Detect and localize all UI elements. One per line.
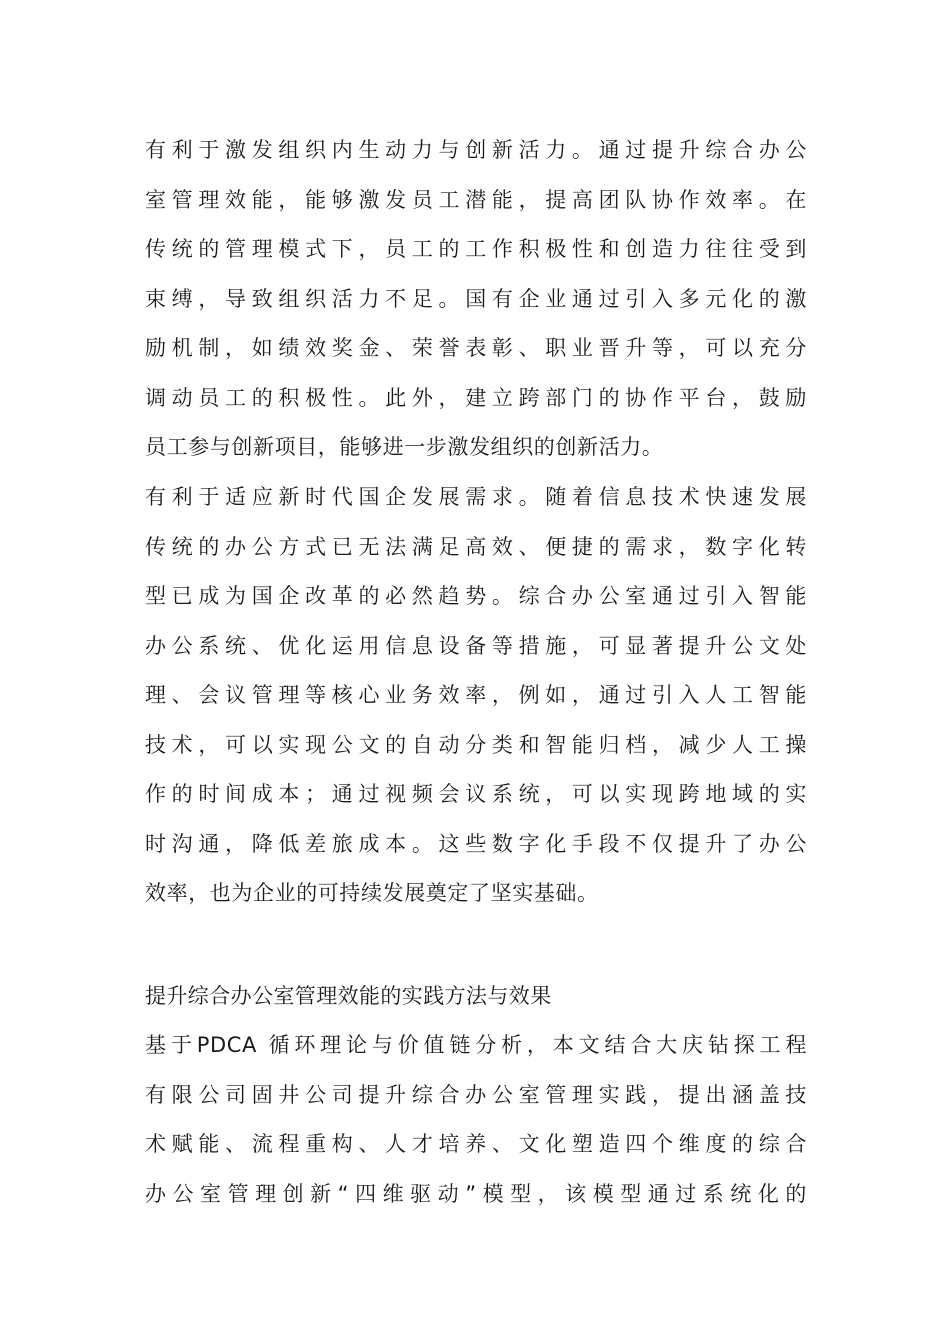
paragraph-line: 室管理效能，能够激发员工潜能，提高团队协作效率。在 [145,187,807,212]
paragraph-line: 办公系统、优化运用信息设备等措施，可显著提升公文处 [145,633,807,658]
paragraph-line: 型已成为国企改革的必然趋势。综合办公室通过引入智能 [145,584,807,608]
paragraph-new-era-needs [145,473,807,919]
paragraph-line: 时沟通，降低差旅成本。这些数字化手段不仅提升了办公 [145,831,807,856]
paragraph-line: 效率，也为企业的可持续发展奠定了坚实基础。 [145,881,599,905]
paragraph-line: 调动员工的积极性。此外，建立跨部门的协作平台，鼓励 [145,385,807,410]
paragraph-line: 束缚，导致组织活力不足。国有企业通过引入多元化的激 [145,286,807,311]
section-heading-text: 提升综合办公室管理效能的实践方法与效果 [145,984,552,1008]
paragraph-line: 基于PDCA 循环理论与价值链分析，本文结合大庆钻探工程 [145,1033,807,1057]
paragraph-line: 传统的办公方式已无法满足高效、便捷的需求，数字化转 [145,534,807,559]
paragraph-line: 办公室管理创新“四维驱动”模型，该模型通过系统化的 [145,1181,807,1206]
paragraph-line: 励机制，如绩效奖金、荣誉表彰、职业晋升等，可以充分 [145,336,807,360]
paragraph-line: 员工参与创新项目，能够进一步激发组织的创新活力。 [145,435,664,459]
paragraph-organizational-vitality [145,126,807,473]
paragraph-line: 有限公司固井公司提升综合办公室管理实践，提出涵盖技 [145,1082,807,1107]
paragraph-line: 术赋能、流程重构、人才培养、文化塑造四个维度的综合 [145,1132,807,1156]
paragraph-line: 传统的管理模式下，员工的工作积极性和创造力往往受到 [145,237,807,261]
paragraph-line: 作的时间成本；通过视频会议系统，可以实现跨地域的实 [145,782,807,806]
paragraph-line: 技术，可以实现公文的自动分类和智能归档，减少人工操 [145,732,807,757]
paragraph-line: 理、会议管理等核心业务效率，例如，通过引入人工智能 [145,683,807,707]
section-heading [145,972,807,1022]
paragraph-line: 有利于激发组织内生动力与创新活力。通过提升综合办公 [145,138,807,162]
paragraph-pdca-model [145,1021,807,1219]
paragraph-line: 有利于适应新时代国企发展需求。随着信息技术快速发展 [145,485,807,509]
